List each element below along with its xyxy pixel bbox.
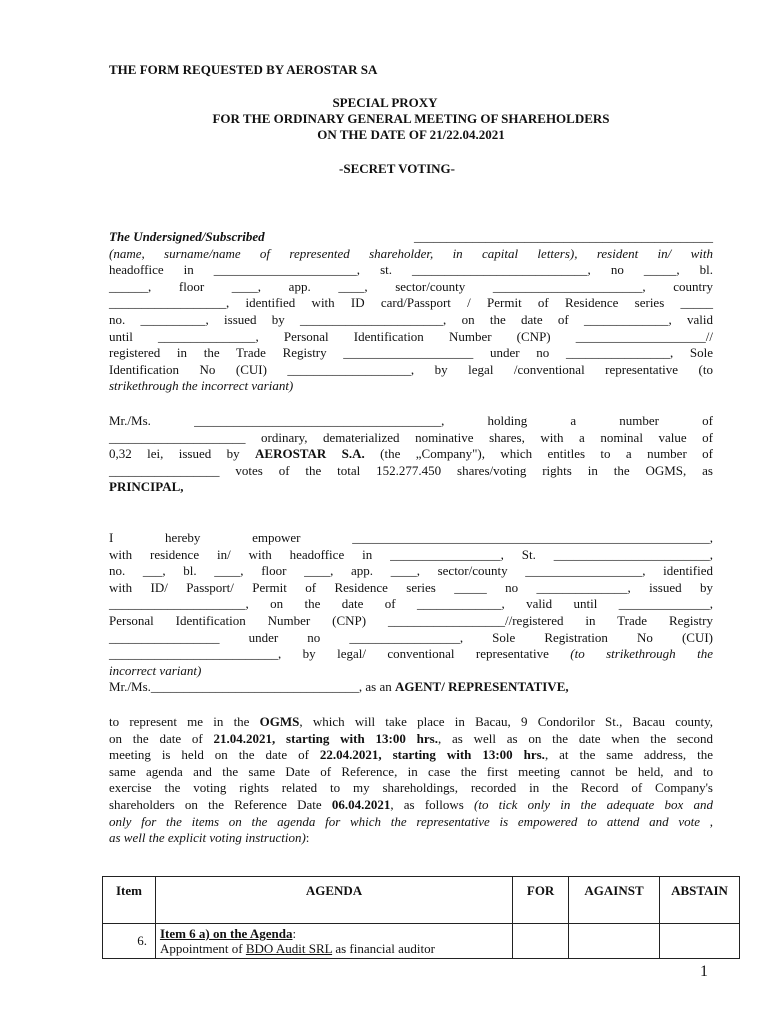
undersigned-line: Identification No (CUI) ___________________, by legal /conventional representative (to	[109, 361, 713, 377]
agenda-item-description: Appointment of BDO Audit SRL as financial auditor	[159, 941, 435, 956]
principal-section	[109, 413, 713, 496]
undersigned-first-line	[109, 229, 713, 246]
header-for: FOR	[513, 877, 569, 924]
agent-line: with ID/ Passport/ Permit of Residence series _____ no ______________, issued by	[109, 579, 713, 595]
agent-line: no. ___, bl. ____, floor ____, app. ____, sector/county __________________, identified	[109, 563, 713, 579]
undersigned-section	[109, 229, 713, 395]
agent-line: I hereby empower _______________________________________________________,	[109, 530, 713, 545]
undersigned-line: __________________, identified with ID card/Passport / Permit of Residence series _____	[109, 295, 713, 311]
mandate-line: only for the items on the agenda for which the representative is empowered to attend and vote ,	[109, 813, 713, 829]
vote-for-box[interactable]	[513, 924, 569, 959]
agent-line: Personal Identification Number (CNP) __________________//registered in Trade Registry	[109, 612, 713, 628]
header-against: AGAINST	[569, 877, 660, 924]
mandate-line: meeting is held on the date of 22.04.2021, starting with 13:00 hrs., at the same address, the	[109, 747, 713, 763]
principal-line: _____________________ ordinary, dematerialized nominative shares, with a nominal value of	[109, 429, 713, 445]
principal-line: _________________ votes of the total 152.277.450 shares/voting rights in the OGMS, as	[109, 462, 713, 478]
voting-type: -SECRET VOTING-	[339, 161, 455, 176]
undersigned-line: headoffice in ______________________, st. ___________________________, no _____, bl.	[109, 262, 713, 278]
form-title: THE FORM REQUESTED BY AEROSTAR SA	[109, 62, 378, 77]
company-name: AEROSTAR S.A.	[255, 446, 365, 462]
principal-line: Mr./Ms. ______________________________________, holding a number of	[109, 413, 713, 428]
header-agenda: AGENDA	[155, 877, 512, 924]
agent-note: incorrect variant)	[109, 662, 202, 678]
agenda-table	[102, 876, 740, 959]
undersigned-label: The Undersigned/Subscribed	[109, 229, 265, 244]
agent-line: _________________ under no _________________, Sole Registration No (CUI)	[109, 629, 713, 645]
agent-line: __________________________, by legal/ conventional representative (to strikethrough the	[109, 646, 713, 662]
mandate-section	[109, 714, 713, 847]
table-row	[103, 924, 740, 959]
vote-abstain-box[interactable]	[660, 924, 740, 959]
page-number: 1	[700, 963, 708, 980]
agent-section	[109, 530, 713, 696]
vote-against-box[interactable]	[569, 924, 660, 959]
principal-label: PRINCIPAL,	[109, 479, 184, 495]
item-number: 6.	[103, 924, 156, 959]
undersigned-line: no. __________, issued by ______________________, on the date of _____________, valid	[109, 311, 713, 327]
mandate-line: as well the explicit voting instruction):	[109, 830, 310, 846]
principal-line: 0,32 lei, issued by AEROSTAR S.A. (the „Company"), which entitles to a number of	[109, 446, 713, 462]
undersigned-note: strikethrough the incorrect variant)	[109, 378, 294, 394]
undersigned-line: registered in the Trade Registry ____________________ under no ________________, Sole	[109, 345, 713, 361]
agenda-item-cell: Item 6 a) on the Agenda: Appointment of BDO Audit SRL as financial auditor	[155, 924, 512, 959]
mandate-line: to represent me in the OGMS, which will take place in Bacau, 9 Condorilor St., Bacau county,	[109, 714, 713, 729]
undersigned-line: ______, floor ____, app. ____, sector/county _______________________, country	[109, 278, 713, 294]
header-item: Item	[103, 877, 156, 924]
meeting-title: FOR THE ORDINARY GENERAL MEETING OF SHAREHOLDERS	[212, 111, 610, 126]
mandate-line: shareholders on the Reference Date 06.04.2021, as follows (to tick only in the adequate box and	[109, 796, 713, 812]
meeting-date: ON THE DATE OF 21/22.04.2021	[317, 127, 505, 142]
undersigned-line: (name, surname/name of represented shareholder, in capital letters), resident in/ with	[109, 245, 713, 261]
mandate-line: on the date of 21.04.2021, starting with 13:00 hrs., as well as on the date when the second	[109, 730, 713, 746]
mandate-line: same agenda and the same Date of Reference, in case the first meeting cannot be held, and to	[109, 763, 713, 779]
undersigned-name-blank: ______________________________________________	[414, 229, 713, 244]
agent-line: with residence in/ with headoffice in _________________, St. ________________________,	[109, 546, 713, 562]
agent-line: _____________________, on the date of _____________, valid until ______________,	[109, 596, 713, 612]
undersigned-line: until _______________, Personal Identification Number (CNP) ____________________//	[109, 328, 713, 344]
agenda-header-row	[103, 877, 740, 924]
agent-name-line: Mr./Ms.________________________________, as an AGENT/ REPRESENTATIVE,	[109, 679, 569, 695]
mandate-line: exercise the voting rights related to my shareholdings, recorded in the Record of Company's	[109, 780, 713, 796]
agent-label: AGENT/ REPRESENTATIVE,	[395, 679, 569, 695]
header-abstain: ABSTAIN	[660, 877, 740, 924]
proxy-title: SPECIAL PROXY	[332, 95, 438, 110]
agenda-item-title: Item 6 a) on the Agenda	[159, 926, 293, 941]
